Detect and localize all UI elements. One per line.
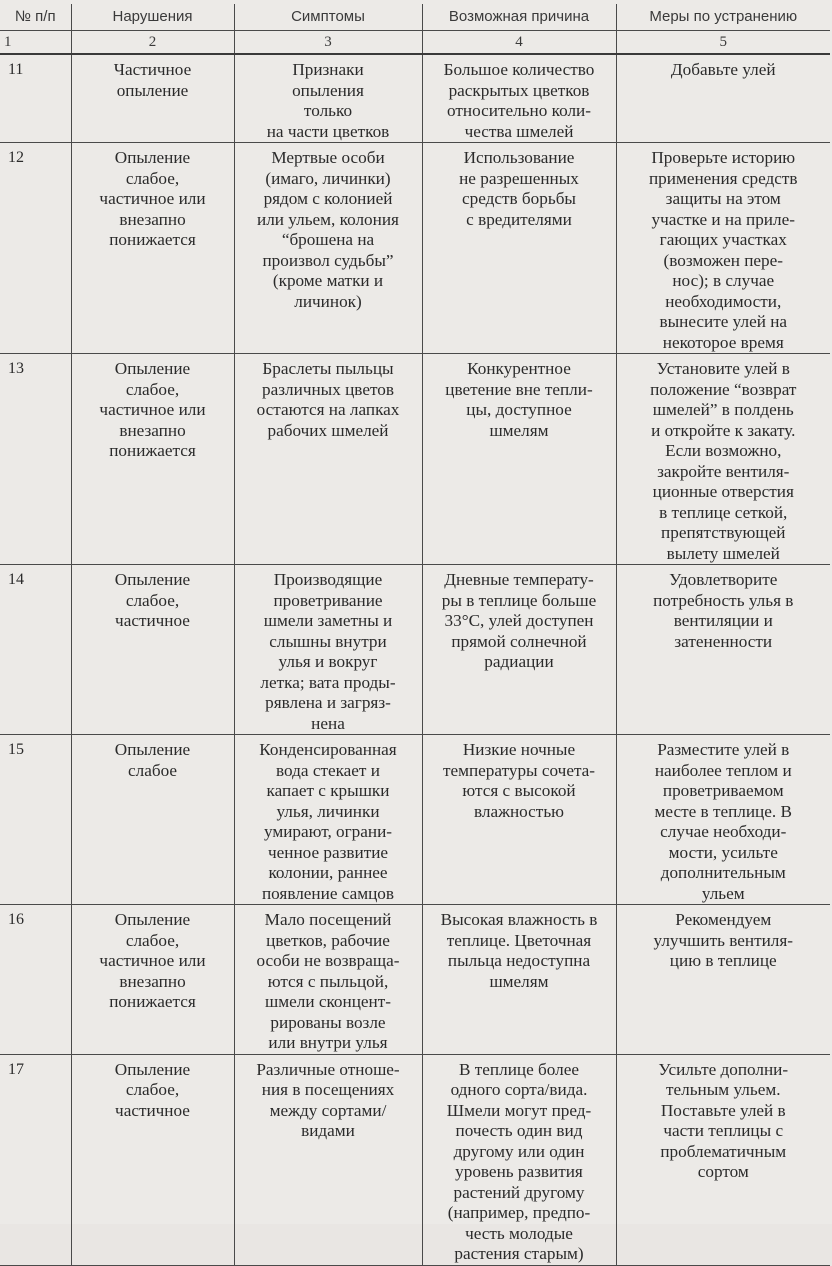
violation-cell: Опыление слабое, частичное <box>71 1054 234 1265</box>
table-row <box>0 1054 830 1265</box>
column-number: 3 <box>234 31 422 55</box>
cause-cell: Дневные температу- ры в теплице больше 33°С, улей доступен прямой солнечной радиации <box>422 565 616 735</box>
row-number: 14 <box>0 565 71 735</box>
violation-cell: Опыление слабое <box>71 735 234 905</box>
header-violations: Нарушения <box>71 4 234 31</box>
table-row <box>0 735 830 905</box>
column-number: 1 <box>0 31 71 55</box>
table-row <box>0 905 830 1055</box>
table-row <box>0 565 830 735</box>
row-number: 11 <box>0 54 71 143</box>
row-number: 16 <box>0 905 71 1055</box>
column-number: 5 <box>616 31 830 55</box>
table-row <box>0 143 830 354</box>
header-symptoms: Симптомы <box>234 4 422 31</box>
symptoms-cell: Конденсированная вода стекает и капает с крышки улья, личинки умирают, ограни- ченное развитие колонии, раннее появление самцов <box>234 735 422 905</box>
column-number: 2 <box>71 31 234 55</box>
row-number: 12 <box>0 143 71 354</box>
cause-cell: Низкие ночные температуры сочета- ются с высокой влажностью <box>422 735 616 905</box>
table-header-row <box>0 4 830 31</box>
row-number: 17 <box>0 1054 71 1265</box>
troubleshooting-table <box>0 4 830 1266</box>
symptoms-cell: Различные отноше- ния в посещениях между сортами/ видами <box>234 1054 422 1265</box>
remedy-cell: Разместите улей в наиболее теплом и проветриваемом месте в теплице. В случае необходи- мости, усильте дополнительным ульем <box>616 735 830 905</box>
header-cause: Возможная причина <box>422 4 616 31</box>
header-number: № п/п <box>0 4 71 31</box>
violation-cell: Опыление слабое, частичное или внезапно понижается <box>71 354 234 565</box>
row-number: 13 <box>0 354 71 565</box>
violation-cell: Опыление слабое, частичное или внезапно понижается <box>71 143 234 354</box>
cause-cell: В теплице более одного сорта/вида. Шмели могут пред- почесть один вид другому или один уровень развития растений другому (например, предпо- честь молодые растения старым) <box>422 1054 616 1265</box>
violation-cell: Опыление слабое, частичное или внезапно понижается <box>71 905 234 1055</box>
header-remedy: Меры по устранению <box>616 4 830 31</box>
row-number: 15 <box>0 735 71 905</box>
remedy-cell: Усильте дополни- тельным ульем. Поставьте улей в части теплицы с проблематичным сортом <box>616 1054 830 1265</box>
column-number: 4 <box>422 31 616 55</box>
cause-cell: Высокая влажность в теплице. Цветочная пыльца недоступна шмелям <box>422 905 616 1055</box>
remedy-cell: Рекомендуем улучшить вентиля- цию в теплице <box>616 905 830 1055</box>
cause-cell: Использование не разрешенных средств борьбы с вредителями <box>422 143 616 354</box>
symptoms-cell: Мертвые особи (имаго, личинки) рядом с колонией или ульем, колония “брошена на произвол судьбы” (кроме матки и личинок) <box>234 143 422 354</box>
symptoms-cell: Мало посещений цветков, рабочие особи не возвраща- ются с пыльцой, шмели сконцент- рированы возле или внутри улья <box>234 905 422 1055</box>
remedy-cell: Добавьте улей <box>616 54 830 143</box>
remedy-cell: Проверьте историю применения средств защиты на этом участке и на приле- гающих участках (возможен пере- нос); в случае необходимости, вынесите улей на некоторое время <box>616 143 830 354</box>
remedy-cell: Установите улей в положение “возврат шмелей” в полдень и откройте к закату. Если возможно, закройте вентиля- ционные отверстия в теплице сеткой, препятствующей вылету шмелей <box>616 354 830 565</box>
violation-cell: Частичное опыление <box>71 54 234 143</box>
table-row <box>0 354 830 565</box>
symptoms-cell: Браслеты пыльцы различных цветов остаются на лапках рабочих шмелей <box>234 354 422 565</box>
symptoms-cell: Производящие проветривание шмели заметны и слышны внутри улья и вокруг летка; вата проды- рявлена и загряз- нена <box>234 565 422 735</box>
column-number-row <box>0 31 830 55</box>
cause-cell: Большое количество раскрытых цветков относительно коли- чества шмелей <box>422 54 616 143</box>
remedy-cell: Удовлетворите потребность улья в вентиляции и затененности <box>616 565 830 735</box>
violation-cell: Опыление слабое, частичное <box>71 565 234 735</box>
table-row <box>0 54 830 143</box>
symptoms-cell: Признаки опыления только на части цветков <box>234 54 422 143</box>
cause-cell: Конкурентное цветение вне тепли- цы, доступное шмелям <box>422 354 616 565</box>
